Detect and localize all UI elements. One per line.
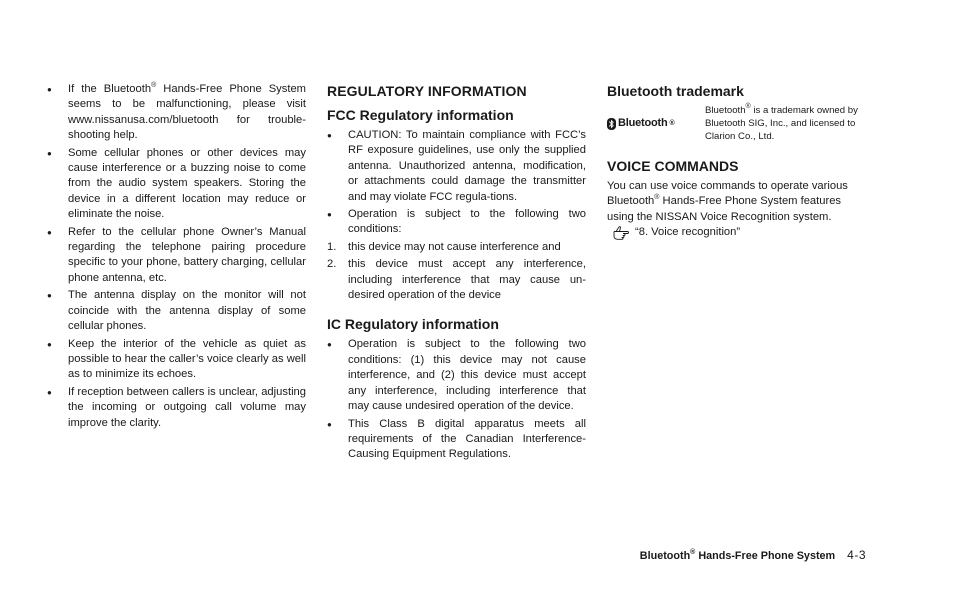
- trademark-block: [607, 104, 867, 143]
- bluetooth-logo: Bluetooth ®: [607, 116, 705, 131]
- list-item: ● Operation is subject to the following two conditions:: [327, 207, 586, 238]
- bluetooth-icon: [607, 118, 616, 130]
- list-item: 2. this device must accept any interference, including interference that may cause un-desired operation of the device: [327, 258, 586, 302]
- trademark-notice: Bluetooth® is a trademark owned by Bluetooth SIG, Inc., and licensed to Clarion Co., Ltd.: [705, 103, 858, 142]
- list-item: ● Keep the interior of the vehicle as quiet as possible to hear the caller’s voice clearly as well as to minimize its echoes.: [47, 337, 306, 383]
- list-item: ● If reception between callers is unclear, adjusting the incoming or outgoing call volume may improve the clarity.: [47, 385, 306, 431]
- page-footer: [612, 548, 866, 562]
- list-item: ● Operation is subject to the following two conditions: (1) this device may not cause interference, and (2) this device must accept any interference, including interference that may cause undesired operation of the device.: [327, 337, 586, 414]
- ic-list: [327, 337, 586, 462]
- page-number: 4-3: [847, 548, 866, 562]
- right-column: [607, 82, 867, 241]
- voice-commands-paragraph: You can use voice commands to operate various Bluetooth® Hands-Free Phone System features using the NISSAN Voice Recognition system.: [607, 180, 848, 223]
- left-column: [47, 82, 306, 433]
- tips-list: [47, 82, 306, 431]
- ic-heading: IC Regulatory information: [327, 316, 499, 333]
- list-item: ● The antenna display on the monitor will not coincide with the antenna display of some cellular phones.: [47, 288, 306, 334]
- list-item: ● Refer to the cellular phone Owner’s Manual regarding the telephone pairing procedure specific to your phone, battery charging, cellular phone antenna, etc.: [47, 225, 306, 287]
- list-item: ● If the Bluetooth® Hands-Free Phone System seems to be malfunctioning, please visit www.nissanusa.com/bluetooth for trouble-shooting help.: [47, 82, 306, 144]
- list-item: 1. this device may not cause interference and: [327, 240, 561, 253]
- cross-reference: “8. Voice recognition”: [607, 225, 867, 240]
- pointing-hand-icon: [613, 226, 629, 240]
- list-item: ● This Class B digital apparatus meets all requirements of the Canadian Interference-Causing Equipment Regulations.: [327, 417, 586, 463]
- trademark-heading: Bluetooth trademark: [607, 83, 744, 99]
- regulatory-heading: REGULATORY INFORMATION: [327, 83, 527, 99]
- fcc-list: [327, 128, 586, 238]
- list-item: ● CAUTION: To maintain compliance with FCC’s RF exposure guidelines, use only the supplied antenna. Unauthorized antenna, modification, or attachments could damage the transmitter and may violate FCC regula-tions.: [327, 128, 586, 205]
- middle-column: [327, 82, 586, 465]
- voice-commands-heading: VOICE COMMANDS: [607, 158, 739, 174]
- fcc-heading: FCC Regulatory information: [327, 107, 514, 123]
- footer-section-title: Bluetooth® Hands-Free Phone System: [639, 549, 836, 562]
- fcc-conditions-list: [327, 240, 586, 304]
- list-item: ● Some cellular phones or other devices may cause interference or a buzzing noise to come from the audio system speakers. Storing the device in a different location may reduce or eliminate the noise.: [47, 146, 306, 223]
